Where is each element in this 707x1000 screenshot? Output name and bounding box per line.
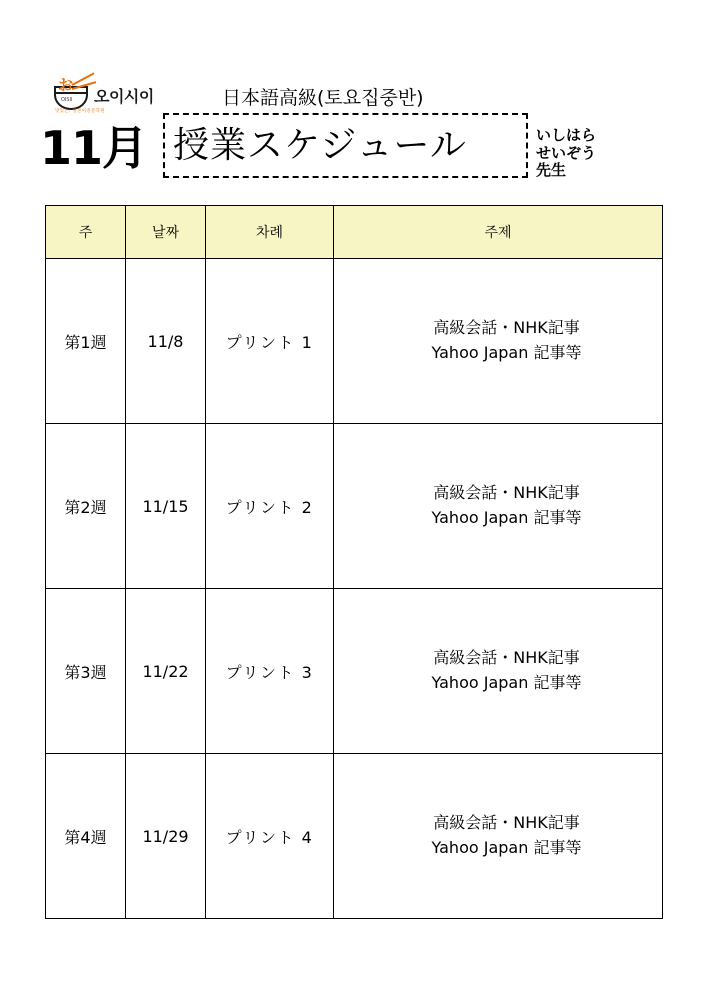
- table-row: [46, 754, 663, 919]
- cell-date: 11/8: [126, 259, 206, 424]
- column-header-week: 주: [46, 206, 126, 259]
- cell-topic: [334, 424, 663, 589]
- teacher-name-line: せいぞう: [536, 143, 597, 162]
- schedule-table: [45, 205, 663, 919]
- cell-week: 第2週: [46, 424, 126, 589]
- cell-order: プリント 4: [206, 754, 334, 919]
- table-header: [46, 206, 663, 259]
- academy-logo: [50, 78, 175, 114]
- cell-topic: [334, 589, 663, 754]
- table-header-row: [46, 206, 663, 259]
- month-label: 11月: [40, 121, 148, 175]
- cell-week: 第3週: [46, 589, 126, 754]
- teacher-name-line: 先生: [536, 161, 567, 180]
- logo-brand-name: 오이시이: [94, 87, 154, 106]
- topic-line: 高級会話・NHK記事: [433, 813, 580, 833]
- teacher-name-line: いしはら: [536, 126, 597, 144]
- cell-order: プリント 1: [206, 259, 334, 424]
- cell-week: 第1週: [46, 259, 126, 424]
- teacher-name: [536, 127, 596, 180]
- column-header-topic: 주제: [334, 206, 663, 259]
- cell-date: 11/29: [126, 754, 206, 919]
- topic-line: Yahoo Japan 記事等: [431, 838, 582, 857]
- document-header: [0, 0, 707, 200]
- topic-line: Yahoo Japan 記事等: [431, 673, 582, 692]
- schedule-table-wrapper: [45, 205, 662, 919]
- cell-order: プリント 3: [206, 589, 334, 754]
- cell-topic: [334, 259, 663, 424]
- course-title: 日本語高級(토요집중반): [222, 87, 424, 109]
- cell-date: 11/22: [126, 589, 206, 754]
- topic-line: 高級会話・NHK記事: [433, 648, 580, 668]
- cell-week: 第4週: [46, 754, 126, 919]
- schedule-title: 授業スケジュール: [173, 125, 467, 166]
- table-row: [46, 424, 663, 589]
- table-body: [46, 259, 663, 919]
- table-row: [46, 589, 663, 754]
- schedule-title-box: [163, 113, 528, 178]
- topic-line: Yahoo Japan 記事等: [431, 343, 582, 362]
- column-header-order: 차례: [206, 206, 334, 259]
- column-header-date: 날짜: [126, 206, 206, 259]
- logo-romaji-text: OISII: [61, 97, 73, 103]
- logo-tagline: 맛있는, 일본어전문학원: [55, 109, 105, 114]
- topic-line: 高級会話・NHK記事: [433, 318, 580, 338]
- cell-date: 11/15: [126, 424, 206, 589]
- table-row: [46, 259, 663, 424]
- cell-order: プリント 2: [206, 424, 334, 589]
- cell-topic: [334, 754, 663, 919]
- topic-line: Yahoo Japan 記事等: [431, 508, 582, 527]
- topic-line: 高級会話・NHK記事: [433, 483, 580, 503]
- logo-kanji-character: お: [58, 76, 74, 94]
